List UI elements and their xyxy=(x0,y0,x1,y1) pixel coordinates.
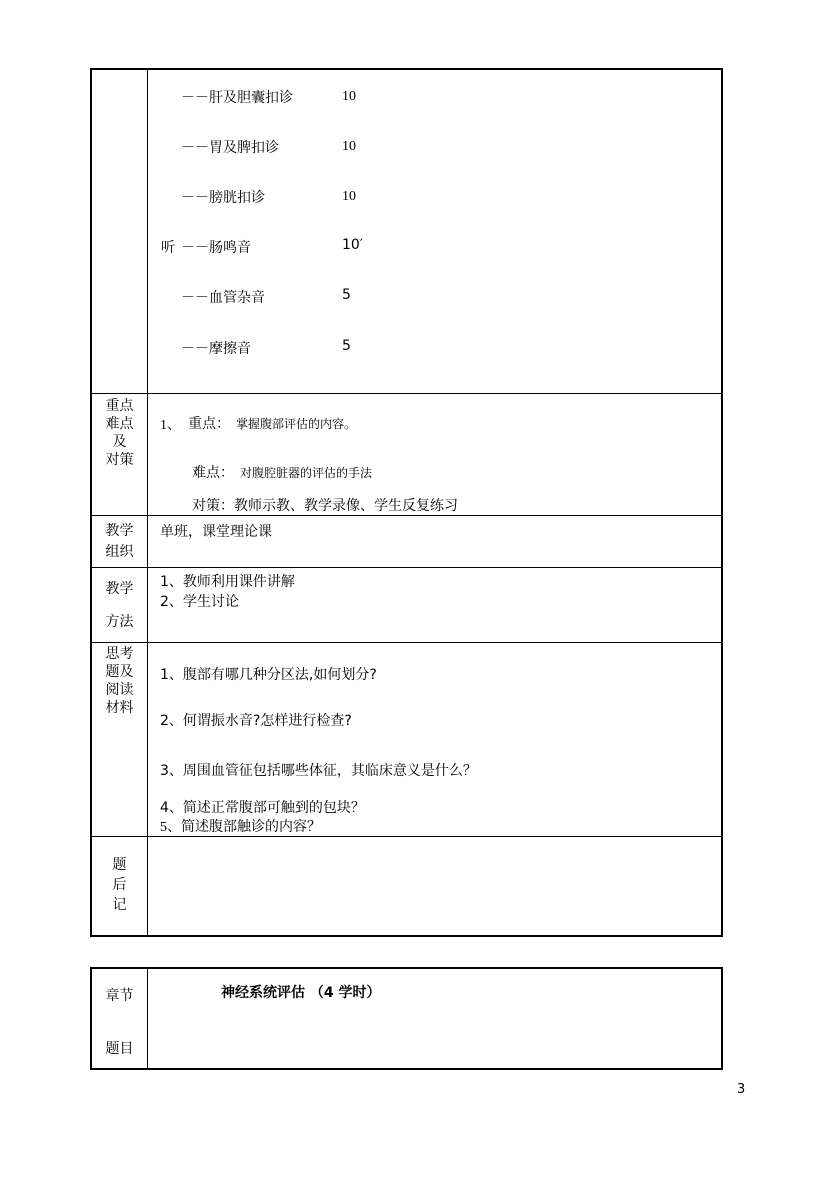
organization-label: 教学 组织 xyxy=(92,516,148,567)
organization-text: 单班，课堂理论课 xyxy=(160,524,272,540)
auscultation-prefix: 听 xyxy=(161,240,175,256)
difficulty-text: 对腹腔脏器的评估的手法 xyxy=(240,466,373,480)
questions-label: 思考 题及 阅读 材料 xyxy=(92,643,148,836)
chapter-table xyxy=(90,967,723,1070)
key-points-row xyxy=(92,393,721,515)
questions-row xyxy=(92,642,721,836)
chapter-label: 章节 题目 xyxy=(92,969,148,1068)
key-points-number: 1、 xyxy=(160,418,181,433)
method-item: 2、学生讨论 xyxy=(160,594,239,610)
percussion-auscultation-row xyxy=(92,70,721,393)
row-label-empty xyxy=(92,70,148,393)
postscript-content xyxy=(148,837,721,935)
methods-row xyxy=(92,567,721,642)
item-text: －－血管杂音 xyxy=(181,290,265,306)
item-text: －－肝及胆囊扣诊 xyxy=(181,90,293,106)
item-value: 10 xyxy=(342,89,356,104)
organization-row xyxy=(92,515,721,567)
methods-label: 教学 方法 xyxy=(92,568,148,642)
question-item: 2、何谓振水音?怎样进行检查? xyxy=(160,713,352,729)
item-value: 10 xyxy=(342,139,356,154)
difficulty-label: 难点： xyxy=(192,465,234,481)
question-item-5: 5、简述腹部触诊的内容？ xyxy=(160,819,321,835)
question-item: 4、简述正常腹部可触到的包块？ xyxy=(160,800,365,816)
key-points-label: 重点 难点 及 对策 xyxy=(92,394,148,515)
question-item: 1、腹部有哪几种分区法,如何划分? xyxy=(160,667,377,683)
question-item: 3、周围血管征包括哪些体征，其临床意义是什么？ xyxy=(160,763,477,779)
item-text: －－肠鸣音 xyxy=(181,240,251,256)
chapter-row xyxy=(92,969,721,1068)
focus-label: 重点： xyxy=(188,416,230,432)
strategy-text: 对策：教师示教、教学录像、学生反复练习 xyxy=(192,498,458,514)
chapter-title: 神经系统评估 （4 学时） xyxy=(221,985,381,1001)
page-number: 3 xyxy=(737,1082,746,1097)
item-value: 5 xyxy=(342,338,351,354)
item-value: 5 xyxy=(342,287,351,303)
item-text: －－胃及脾扣诊 xyxy=(181,140,279,156)
item-value: 10′ xyxy=(342,237,363,253)
item-text: －－膀胱扣诊 xyxy=(181,190,265,206)
postscript-label: 题 后 记 xyxy=(92,837,148,935)
lesson-plan-table xyxy=(90,68,723,937)
item-text: －－摩擦音 xyxy=(181,341,251,357)
item-value: 10 xyxy=(342,189,356,204)
focus-text: 掌握腹部评估的内容。 xyxy=(236,417,357,431)
method-item: 1、教师利用课件讲解 xyxy=(160,574,295,590)
postscript-row xyxy=(92,836,721,935)
